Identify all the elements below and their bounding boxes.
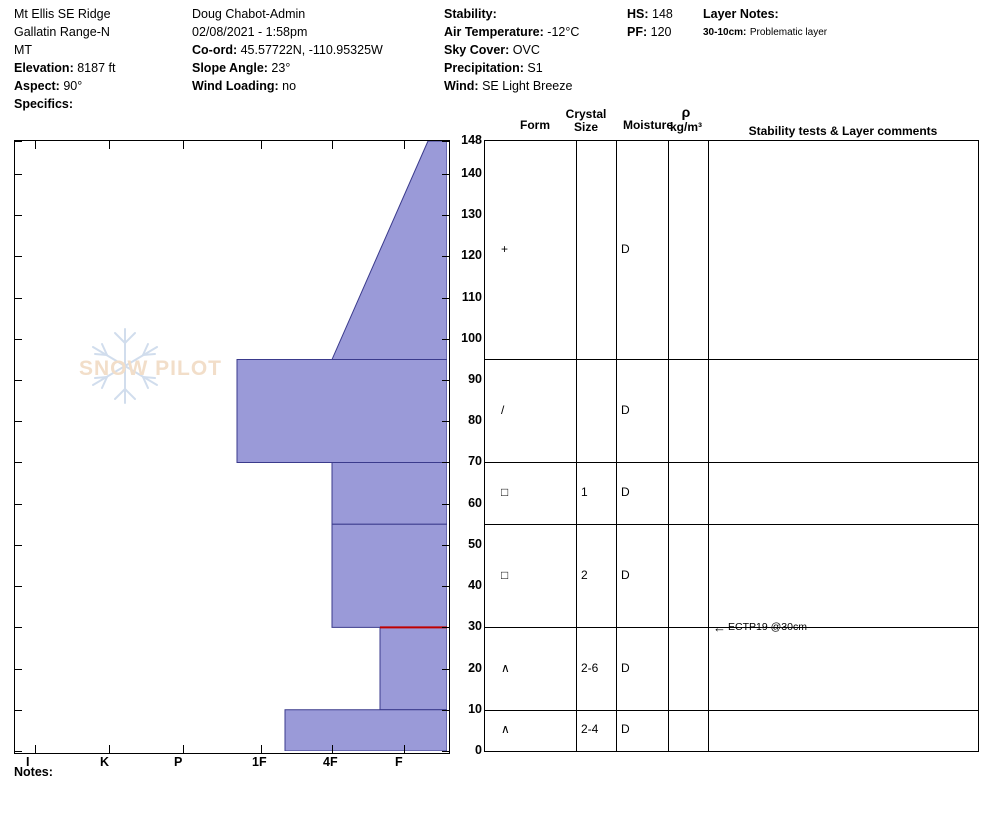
location-name: Mt Ellis SE Ridge xyxy=(14,7,111,21)
wind-loading-label: Wind Loading: xyxy=(192,79,279,93)
table-divider-moisture-density xyxy=(668,141,669,751)
stability-test-label[interactable]: ECTP19 @30cm xyxy=(728,621,807,634)
cell-moisture: D xyxy=(621,402,630,417)
hs-value: 148 xyxy=(652,7,673,21)
hardness-tick xyxy=(109,745,110,753)
hardness-tick xyxy=(404,745,405,753)
wind-loading-row xyxy=(192,77,442,95)
depth-tick xyxy=(15,298,22,299)
depth-axis-label: 30 xyxy=(468,619,482,634)
hardness-axis-labels xyxy=(14,755,454,773)
sky-cover-row xyxy=(444,41,674,59)
depth-tick xyxy=(442,339,449,340)
snow-layer[interactable] xyxy=(380,627,447,709)
depth-tick xyxy=(15,215,22,216)
coord-label: Co-ord: xyxy=(192,43,238,57)
snow-layer-polygons xyxy=(15,141,447,751)
snow-layer[interactable] xyxy=(237,359,447,462)
precipitation-row xyxy=(444,59,674,77)
depth-axis-label: 0 xyxy=(475,743,482,757)
depth-tick xyxy=(15,462,22,463)
observation-datetime: 02/08/2021 - 1:58pm xyxy=(192,25,308,39)
hs-row xyxy=(627,5,707,23)
hs-label: HS: xyxy=(627,7,649,21)
sky-cover-value: OVC xyxy=(512,43,540,57)
layer-notes-title: Layer Notes: xyxy=(703,7,779,21)
depth-axis-label: 148 xyxy=(461,133,482,147)
cell-grain-size: 1 xyxy=(581,485,588,500)
cell-grain-form: + xyxy=(501,242,509,257)
cell-grain-form: □ xyxy=(501,567,509,582)
wind-value: SE Light Breeze xyxy=(482,79,573,93)
depth-axis-label: 110 xyxy=(461,289,482,304)
coord-value: 45.57722N, -110.95325W xyxy=(240,43,383,57)
coord-row xyxy=(192,41,442,59)
depth-tick xyxy=(442,141,449,142)
cell-grain-form: □ xyxy=(501,485,509,500)
depth-tick xyxy=(15,380,22,381)
column-header-moisture: Moisture xyxy=(622,118,673,132)
specifics-row xyxy=(14,95,194,113)
wind-loading-value: no xyxy=(282,79,297,93)
depth-tick xyxy=(15,256,22,257)
hardness-tick xyxy=(183,141,184,149)
cell-grain-form: ∧ xyxy=(501,660,510,675)
table-row-divider xyxy=(485,462,978,463)
column-header-form: Form xyxy=(520,118,550,132)
depth-tick xyxy=(442,462,449,463)
cell-grain-size: 2-4 xyxy=(581,722,599,737)
elevation-value: 8187 ft xyxy=(77,61,116,75)
snow-layer[interactable] xyxy=(332,462,447,524)
slope-angle-label: Slope Angle: xyxy=(192,61,268,75)
elevation-row xyxy=(14,59,194,77)
depth-tick xyxy=(442,586,449,587)
cell-moisture: D xyxy=(621,567,630,582)
depth-axis-label: 80 xyxy=(468,413,482,428)
depth-tick xyxy=(442,504,449,505)
table-divider-form-crystal xyxy=(576,141,577,751)
cell-grain-size: 2-6 xyxy=(581,660,599,675)
cell-grain-form: ∧ xyxy=(501,722,510,737)
air-temperature-label: Air Temperature: xyxy=(444,25,544,39)
depth-tick xyxy=(15,141,22,142)
precipitation-value: S1 xyxy=(527,61,543,75)
slope-angle-value: 23° xyxy=(271,61,291,75)
slope-angle-row xyxy=(192,59,442,77)
watermark-text: SNOW PILOT xyxy=(79,357,222,380)
hardness-axis-label: 4F xyxy=(323,755,338,769)
hardness-tick xyxy=(35,141,36,149)
depth-tick xyxy=(15,586,22,587)
stability-label: Stability: xyxy=(444,7,497,21)
depth-tick xyxy=(442,380,449,381)
aspect-row xyxy=(14,77,194,95)
pf-label: PF: xyxy=(627,25,648,39)
header-column-layer-notes xyxy=(703,5,993,41)
aspect-label: Aspect: xyxy=(14,79,60,93)
hardness-tick xyxy=(109,141,110,149)
depth-tick xyxy=(442,256,449,257)
sky-cover-label: Sky Cover: xyxy=(444,43,510,57)
snow-layer[interactable] xyxy=(332,524,447,627)
depth-tick xyxy=(15,545,22,546)
depth-tick xyxy=(442,298,449,299)
stability-test-arrow-icon: ← xyxy=(713,620,726,636)
depth-tick xyxy=(15,174,22,175)
pf-value: 120 xyxy=(650,25,672,39)
depth-axis-label: 20 xyxy=(468,660,482,675)
table-divider-crystal-moisture xyxy=(616,141,617,751)
depth-tick xyxy=(442,669,449,670)
pf-row xyxy=(627,23,707,41)
hardness-tick xyxy=(183,745,184,753)
hardness-axis-label: P xyxy=(174,755,183,769)
cell-moisture: D xyxy=(621,660,630,675)
cell-moisture: D xyxy=(621,242,630,257)
depth-axis-label: 100 xyxy=(461,330,482,345)
aspect-value: 90° xyxy=(63,79,83,93)
hardness-axis-label: I xyxy=(26,755,30,769)
snow-layer[interactable] xyxy=(285,710,447,751)
hardness-tick xyxy=(261,141,262,149)
depth-axis-label: 60 xyxy=(468,495,482,510)
table-row-divider xyxy=(485,359,978,360)
layer-note-row xyxy=(703,23,993,41)
pit-header xyxy=(0,0,994,118)
depth-axis-label: 130 xyxy=(461,207,482,222)
notes-label: Notes: xyxy=(14,765,53,779)
depth-axis xyxy=(450,133,482,757)
hardness-tick xyxy=(332,745,333,753)
depth-tick xyxy=(15,710,22,711)
header-column-observer xyxy=(192,5,442,95)
hardness-tick xyxy=(261,745,262,753)
depth-axis-label: 50 xyxy=(468,536,482,551)
depth-tick xyxy=(15,627,22,628)
hardness-tick xyxy=(35,745,36,753)
layer-note-depth: 30-10cm: xyxy=(703,27,747,38)
depth-axis-label: 10 xyxy=(468,701,482,716)
state-name: MT xyxy=(14,43,33,57)
observer-name: Doug Chabot-Admin xyxy=(192,7,306,21)
wind-label: Wind: xyxy=(444,79,479,93)
depth-tick xyxy=(442,215,449,216)
table-row-divider xyxy=(485,524,978,525)
depth-tick xyxy=(15,421,22,422)
column-header-stability: Stability tests & Layer comments xyxy=(748,124,938,138)
column-header-density-units: kg/m³ xyxy=(669,120,702,134)
depth-axis-label: 70 xyxy=(468,454,482,469)
region-name: Gallatin Range-N xyxy=(14,25,110,39)
layer-note-text: Problematic layer xyxy=(749,27,828,38)
header-column-location xyxy=(14,5,194,113)
depth-axis-label: 120 xyxy=(461,248,482,263)
cell-grain-form: / xyxy=(501,402,505,417)
hardness-axis-label: K xyxy=(100,755,110,769)
depth-tick xyxy=(15,751,22,752)
air-temperature-value: -12°C xyxy=(547,25,580,39)
hardness-tick xyxy=(332,141,333,149)
hardness-axis-label: F xyxy=(395,755,403,769)
column-header-crystal: Crystal xyxy=(565,107,607,121)
cell-moisture: D xyxy=(621,485,630,500)
depth-tick xyxy=(442,174,449,175)
depth-tick xyxy=(15,339,22,340)
hardness-profile-plot xyxy=(14,140,450,754)
hardness-tick xyxy=(404,141,405,149)
hardness-axis-label: 1F xyxy=(252,755,267,769)
depth-tick xyxy=(442,545,449,546)
snow-layer[interactable] xyxy=(332,141,447,359)
cell-moisture: D xyxy=(621,722,630,737)
wind-row xyxy=(444,77,674,95)
header-column-hs-pf xyxy=(627,5,707,41)
depth-tick xyxy=(442,710,449,711)
depth-axis-label: 40 xyxy=(468,578,482,593)
depth-tick xyxy=(442,751,449,752)
cell-grain-size: 2 xyxy=(581,567,588,582)
precipitation-label: Precipitation: xyxy=(444,61,524,75)
depth-tick xyxy=(442,627,449,628)
table-row-divider xyxy=(485,710,978,711)
depth-tick xyxy=(15,669,22,670)
column-header-size: Size xyxy=(573,120,598,134)
layer-table xyxy=(484,140,979,752)
table-divider-density-stability xyxy=(708,141,709,751)
depth-tick xyxy=(15,504,22,505)
depth-axis-label: 140 xyxy=(461,165,482,180)
elevation-label: Elevation: xyxy=(14,61,74,75)
column-header-rho: ρ xyxy=(681,104,691,120)
depth-axis-label: 90 xyxy=(468,372,482,387)
specifics-label: Specifics: xyxy=(14,97,74,111)
depth-tick xyxy=(442,421,449,422)
